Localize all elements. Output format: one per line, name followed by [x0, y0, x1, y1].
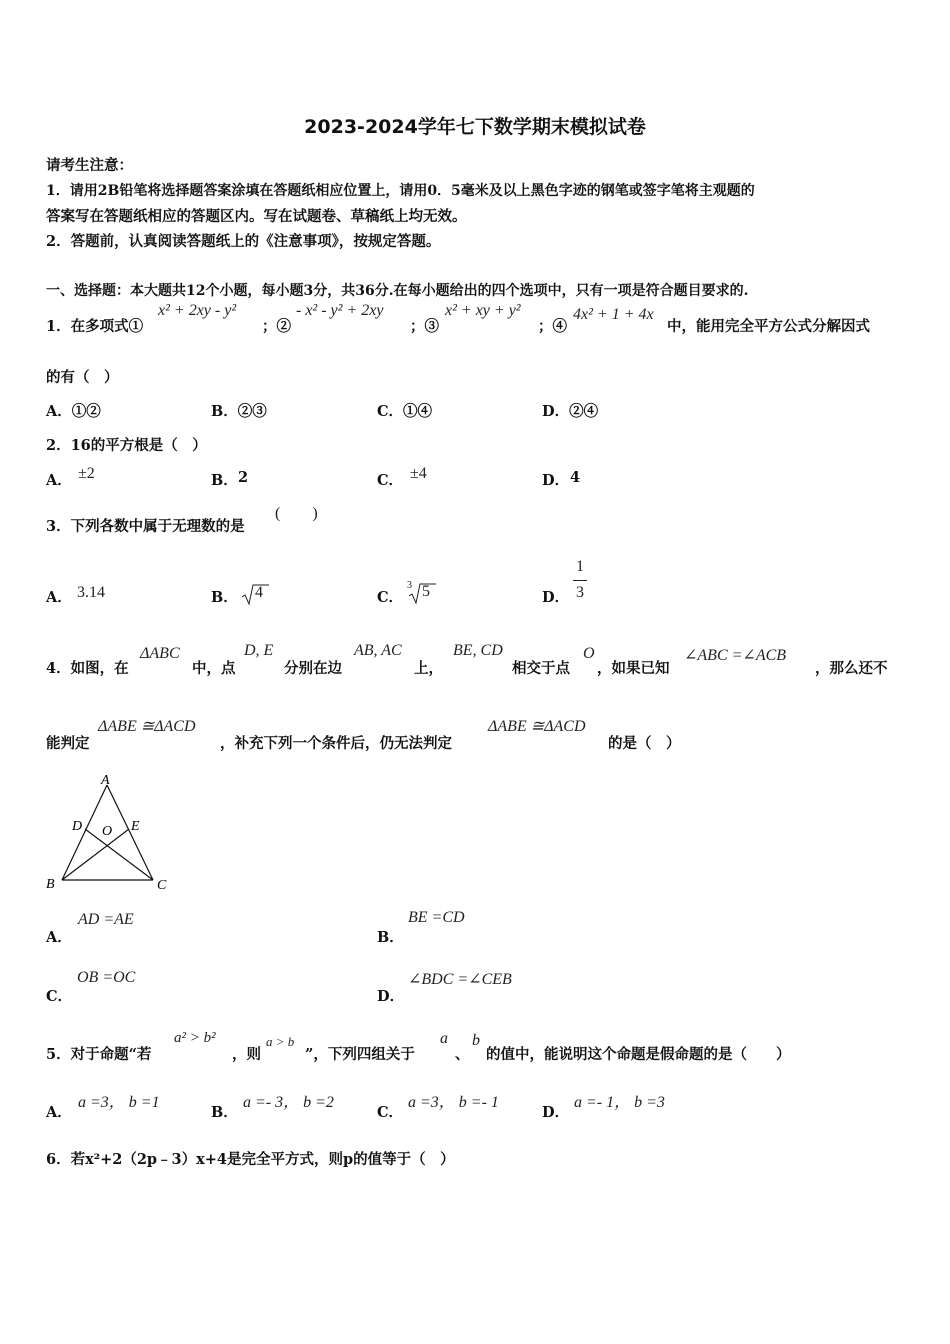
q5-option-c: a =3， b =- 1 [408, 1094, 499, 1111]
q5-math-2: a > b [266, 1034, 295, 1049]
q4-option-a: AD =AE [78, 911, 134, 928]
q3-label-d[interactable]: D． [542, 589, 570, 606]
q4-math-5: O [583, 645, 595, 662]
q4-math-3: AB, AC [354, 642, 402, 659]
q4-text-5: 相交于点 [512, 660, 570, 677]
q3-value-d-fraction [573, 558, 589, 606]
triangle-figure [40, 770, 180, 895]
q5-text-3: ”，下列四组关于 [305, 1046, 415, 1063]
q3-value-c-cbrt [405, 580, 439, 606]
q1-sep-3: ；③ [410, 318, 439, 335]
point-d-label: D [72, 819, 83, 834]
q3-label-c[interactable]: C． [377, 589, 404, 606]
q4-text-4: 上， [414, 660, 443, 677]
q4-option-d: ∠BDC =∠CEB [408, 971, 512, 988]
q3-d-denominator: 3 [576, 584, 584, 601]
q4-text-6: ，如果已知 [597, 660, 670, 677]
q4-label-c[interactable]: C． [46, 988, 73, 1005]
q4-math-2: D, E [244, 642, 274, 659]
q1-option-c[interactable]: C．①④ [377, 403, 433, 420]
section-heading: 一、选择题：本大题共12个小题，每小题3分，共36分.在每小题给出的四个选项中，只有一项是符合题目要求的. [46, 283, 749, 299]
q3-value-a: 3.14 [77, 584, 105, 601]
q4-text-3: 分别在边 [284, 660, 342, 677]
q3-label-a[interactable]: A． [46, 589, 72, 606]
q3-value-b-sqrt [241, 582, 271, 608]
notice-line-1b: 答案写在答题纸相应的答题区内。写在试题卷、草稿纸上均无效。 [46, 208, 467, 225]
q5-math-3: a [440, 1030, 448, 1047]
q3-b-radicand: 4 [255, 584, 263, 601]
page-title: 2023-2024学年七下数学期末模拟试卷 [304, 116, 646, 138]
q5-label-c[interactable]: C． [377, 1104, 404, 1121]
q1-expr-1: x² + 2xy - y² [158, 302, 237, 319]
notice-heading: 请考生注意： [46, 157, 133, 174]
q2-label-a[interactable]: A． [46, 472, 72, 489]
q2-value-c: ±4 [410, 465, 427, 482]
q3-stem: 3．下列各数中属于无理数的是 [46, 518, 245, 535]
notice-line-1: 1．请用2B铅笔将选择题答案涂填在答题纸相应位置上，请用0．5毫米及以上黑色字迹的钢笔或签字笔将主观题的 [46, 183, 755, 199]
point-c-label: C [157, 878, 167, 893]
point-e-label: E [131, 819, 140, 834]
q2-value-d: 4 [570, 469, 581, 486]
side-ac [107, 785, 153, 880]
point-b-label: B [46, 877, 55, 892]
q5-label-d[interactable]: D． [542, 1104, 570, 1121]
q5-option-b: a =- 3， b =2 [243, 1094, 334, 1111]
q4-line2-b: ，补充下列一个条件后，仍无法判定 [220, 735, 452, 752]
q1-sep-2: ；② [262, 318, 291, 335]
q5-option-d: a =- 1， b =3 [574, 1094, 665, 1111]
q6-stem: 6．若x²+2（2p﹣3）x+4是完全平方式，则p的值等于（ ） [46, 1151, 455, 1168]
q2-label-c[interactable]: C． [377, 472, 404, 489]
q5-text-2: ，则 [232, 1046, 261, 1063]
q3-paren: ( ) [275, 505, 318, 522]
q5-math-1: a² > b² [174, 1030, 216, 1046]
q4-math-1: ΔABC [140, 645, 180, 662]
notice-line-2: 2．答题前，认真阅读答题纸上的《注意事项》，按规定答题。 [46, 233, 441, 250]
q4-math-4: BE, CD [453, 642, 503, 659]
q4-line2-c: 的是（ ） [608, 735, 681, 752]
q2-value-b: 2 [238, 469, 249, 486]
q1-option-a[interactable]: A．①② [46, 403, 101, 420]
q1-sep-4: ；④ [538, 318, 567, 335]
point-a-label: A [101, 773, 110, 788]
q3-label-b[interactable]: B． [211, 589, 238, 606]
q4-math-6: ∠ABC =∠ACB [684, 647, 787, 664]
q5-label-a[interactable]: A． [46, 1104, 72, 1121]
q2-label-d[interactable]: D． [542, 472, 570, 489]
q4-option-c: OB =OC [77, 969, 136, 986]
q1-expr-3: x² + xy + y² [445, 302, 521, 319]
q4-text-1: 4．如图，在 [46, 660, 129, 677]
q4-math-7: ΔABE ≅ΔACD [98, 718, 196, 735]
q2-stem: 2．16的平方根是（ ） [46, 437, 207, 454]
q5-label-b[interactable]: B． [211, 1104, 238, 1121]
q1-line-2: 的有（ ） [46, 369, 119, 386]
point-o-label: O [102, 824, 113, 839]
q1-prefix: 1．在多项式① [46, 318, 144, 335]
q2-label-b[interactable]: B． [211, 472, 238, 489]
side-ab [62, 785, 107, 880]
q4-math-8: ΔABE ≅ΔACD [488, 718, 586, 735]
q4-label-d[interactable]: D． [377, 988, 405, 1005]
q1-expr-4: 4x² + 1 + 4x [573, 306, 654, 323]
q1-option-b[interactable]: B．②③ [211, 403, 267, 420]
q1-suffix: 中，能用完全平方公式分解因式 [667, 318, 870, 335]
q5-math-4: b [472, 1032, 480, 1049]
q1-option-d[interactable]: D．②④ [542, 403, 599, 420]
q4-line2-a: 能判定 [46, 735, 90, 752]
q1-expr-2: - x² - y² + 2xy [296, 302, 384, 319]
q4-label-b[interactable]: B． [377, 929, 404, 946]
q3-c-radicand: 5 [422, 583, 430, 600]
q4-text-2: 中，点 [192, 660, 236, 677]
q2-value-a: ±2 [78, 465, 95, 482]
q4-label-a[interactable]: A． [46, 929, 72, 946]
q3-d-numerator: 1 [576, 558, 584, 575]
q4-option-b: BE =CD [408, 909, 465, 926]
q5-text-5: 的值中，能说明这个命题是假命题的是（ ） [486, 1046, 791, 1063]
fraction-bar [573, 580, 587, 581]
q5-text-1: 5．对于命题“若 [46, 1046, 152, 1063]
q3-c-index: 3 [407, 580, 412, 591]
q5-option-a: a =3， b =1 [78, 1094, 160, 1111]
q5-text-4: 、 [455, 1046, 470, 1063]
q4-text-7: ，那么还不 [815, 660, 888, 677]
